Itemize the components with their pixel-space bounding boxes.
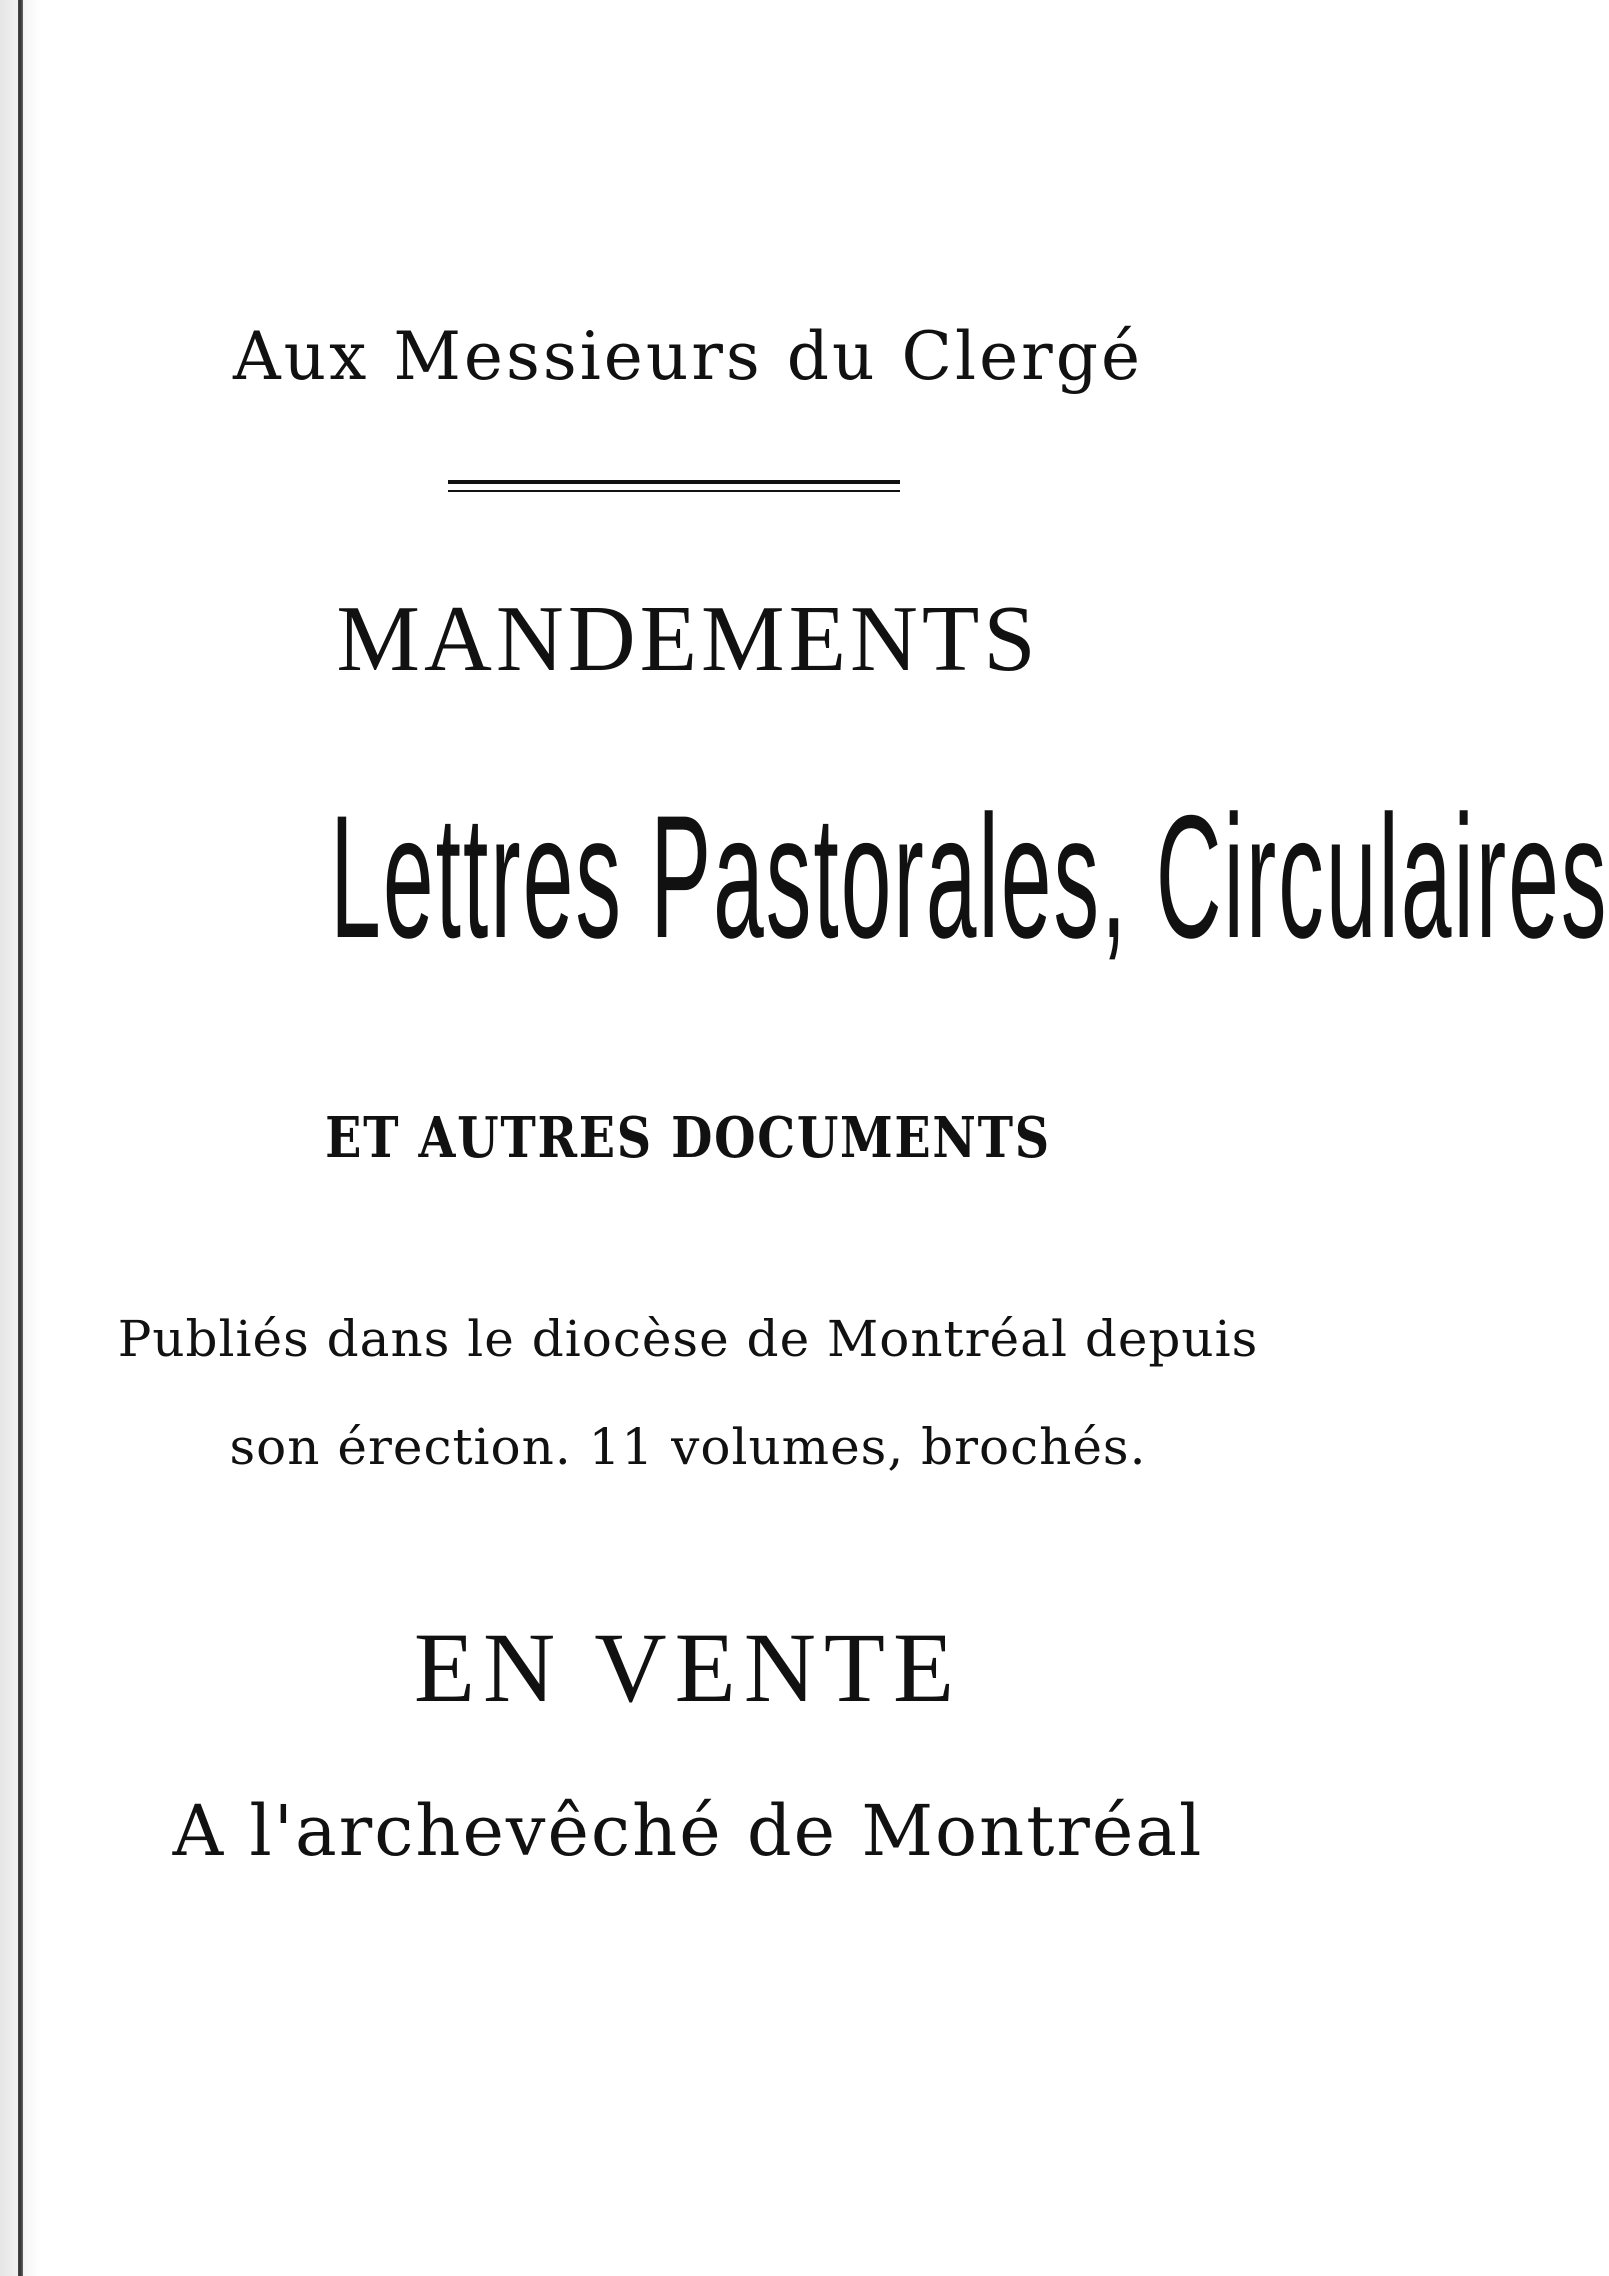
subheading-autres-documents: ET AUTRES DOCUMENTS xyxy=(325,1105,1051,1171)
description-line-1: Publiés dans le diocèse de Montréal depuis xyxy=(117,1310,1259,1368)
description-line-2: son érection. 11 volumes, brochés. xyxy=(229,1418,1147,1476)
sale-location: A l'archevêché de Montréal xyxy=(172,1790,1204,1872)
double-rule-top xyxy=(448,480,900,484)
heading-mandements: MANDEMENTS xyxy=(336,587,1040,691)
addressee-line: Aux Messieurs du Clergé xyxy=(232,318,1144,395)
double-rule-bottom xyxy=(448,490,900,492)
title-lettres-pastorales: Lettres Pastorales, Circulaires xyxy=(330,780,1609,975)
sale-notice: EN VENTE xyxy=(413,1612,963,1723)
